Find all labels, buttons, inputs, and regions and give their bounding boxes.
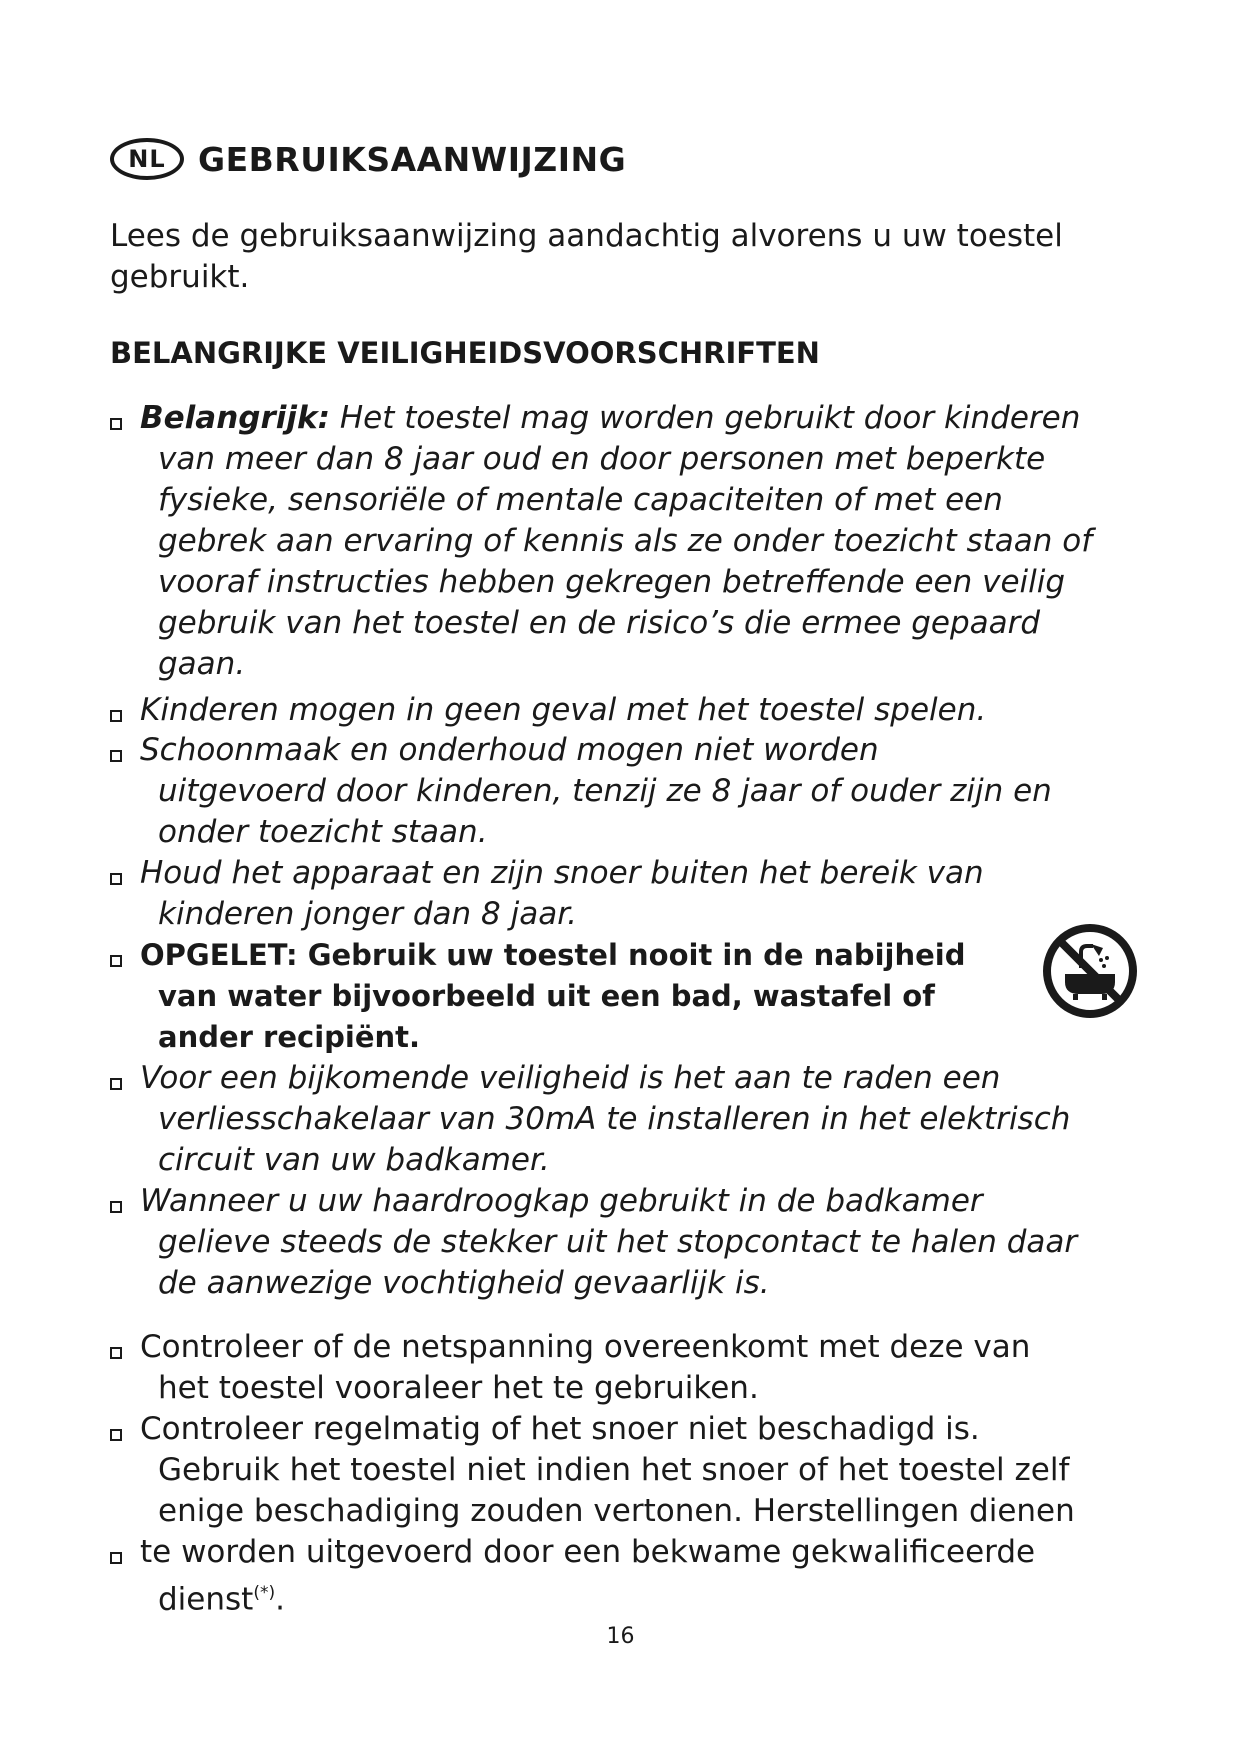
item-line: Controleer regelmatig of het snoer niet beschadigd is. <box>140 1411 980 1447</box>
item-line: Gebruik het toestel niet indien het snoer of het toestel zelf <box>158 1452 1070 1488</box>
item-line: enige beschadiging zouden vertonen. Herstellingen dienen <box>158 1493 1075 1529</box>
item-line: Het toestel mag worden gebruikt door kinderen <box>330 400 1081 436</box>
item-line: gebruik van het toestel en de risico’s die ermee gepaard <box>158 605 1041 641</box>
page-number: 16 <box>606 1624 635 1649</box>
checkbox-bullet <box>110 1201 122 1213</box>
item-line: gelieve steeds de stekker uit het stopcontact te halen daar <box>158 1224 1078 1260</box>
list-item <box>140 1327 1030 1409</box>
item-line: uitgevoerd door kinderen, tenzij ze 8 jaar of ouder zijn en <box>158 773 1052 809</box>
checkbox-bullet <box>110 1347 122 1359</box>
list-item <box>140 1058 1070 1181</box>
item-line: de aanwezige vochtigheid gevaarlijk is. <box>158 1265 770 1301</box>
warning-item <box>140 935 965 1058</box>
item-line: Kinderen mogen in geen geval met het toestel spelen. <box>140 692 987 728</box>
item-line: dienst <box>158 1581 254 1618</box>
item-line: van meer dan 8 jaar oud en door personen met beperkte <box>158 441 1046 477</box>
intro-line: gebruikt. <box>110 259 250 295</box>
item-line: te worden uitgevoerd door een bekwame gekwalificeerde <box>140 1534 1036 1570</box>
no-bath-shower-icon <box>1041 922 1139 1020</box>
checkbox-bullet <box>110 1552 122 1564</box>
item-line: fysieke, sensoriële of mentale capaciteiten of met een <box>158 482 1003 518</box>
checkbox-bullet <box>110 873 122 885</box>
checkbox-bullet <box>110 1429 122 1441</box>
item-line: Wanneer u uw haardroogkap gebruikt in de badkamer <box>140 1183 983 1219</box>
footnote-marker: (*) <box>253 1583 276 1603</box>
item-line: Houd het apparaat en zijn snoer buiten het bereik van <box>140 855 984 891</box>
item-lead: Belangrijk: <box>140 400 331 436</box>
item-line: van water bijvoorbeeld uit een bad, wastafel of <box>158 979 935 1013</box>
item-line: kinderen jonger dan 8 jaar. <box>158 896 577 932</box>
section-title: BELANGRIJKE VEILIGHEIDSVOORSCHRIFTEN <box>110 336 820 370</box>
list-item <box>140 1409 1075 1532</box>
item-line: Controleer of de netspanning overeenkomt met deze van <box>140 1329 1031 1365</box>
item-line: het toestel vooraleer het te gebruiken. <box>158 1370 759 1406</box>
item-line: Voor een bijkomende veiligheid is het aan te raden een <box>140 1060 1001 1096</box>
checkbox-bullet <box>110 418 122 430</box>
language-badge: NL <box>110 138 184 180</box>
checkbox-bullet <box>110 955 122 967</box>
item-line: gebrek aan ervaring of kennis als ze onder toezicht staan of <box>158 523 1093 559</box>
item-line: vooraf instructies hebben gekregen betreffende een veilig <box>158 564 1066 600</box>
list-item <box>140 1532 1035 1620</box>
item-line: gaan. <box>158 646 246 682</box>
item-line: Schoonmaak en onderhoud mogen niet worden <box>140 732 879 768</box>
page-title: GEBRUIKSAANWIJZING <box>198 139 627 179</box>
list-item <box>140 1181 1077 1304</box>
item-line: onder toezicht staan. <box>158 814 488 850</box>
list-item <box>140 730 1052 853</box>
list-item <box>140 690 986 731</box>
intro-text <box>110 216 1130 298</box>
header <box>110 138 626 180</box>
checkbox-bullet <box>110 750 122 762</box>
item-line: verliesschakelaar van 30mA te installeren in het elektrisch <box>158 1101 1071 1137</box>
item-line: ander recipiënt. <box>158 1020 421 1054</box>
checkbox-bullet <box>110 710 122 722</box>
item-line: OPGELET: Gebruik uw toestel nooit in de nabijheid <box>140 938 966 972</box>
item-line: circuit van uw badkamer. <box>158 1142 550 1178</box>
intro-line: Lees de gebruiksaanwijzing aandachtig alvorens u uw toestel <box>110 218 1063 254</box>
list-item <box>140 398 1092 685</box>
item-tail: . <box>275 1581 285 1618</box>
checkbox-bullet <box>110 1078 122 1090</box>
list-item <box>140 853 984 935</box>
